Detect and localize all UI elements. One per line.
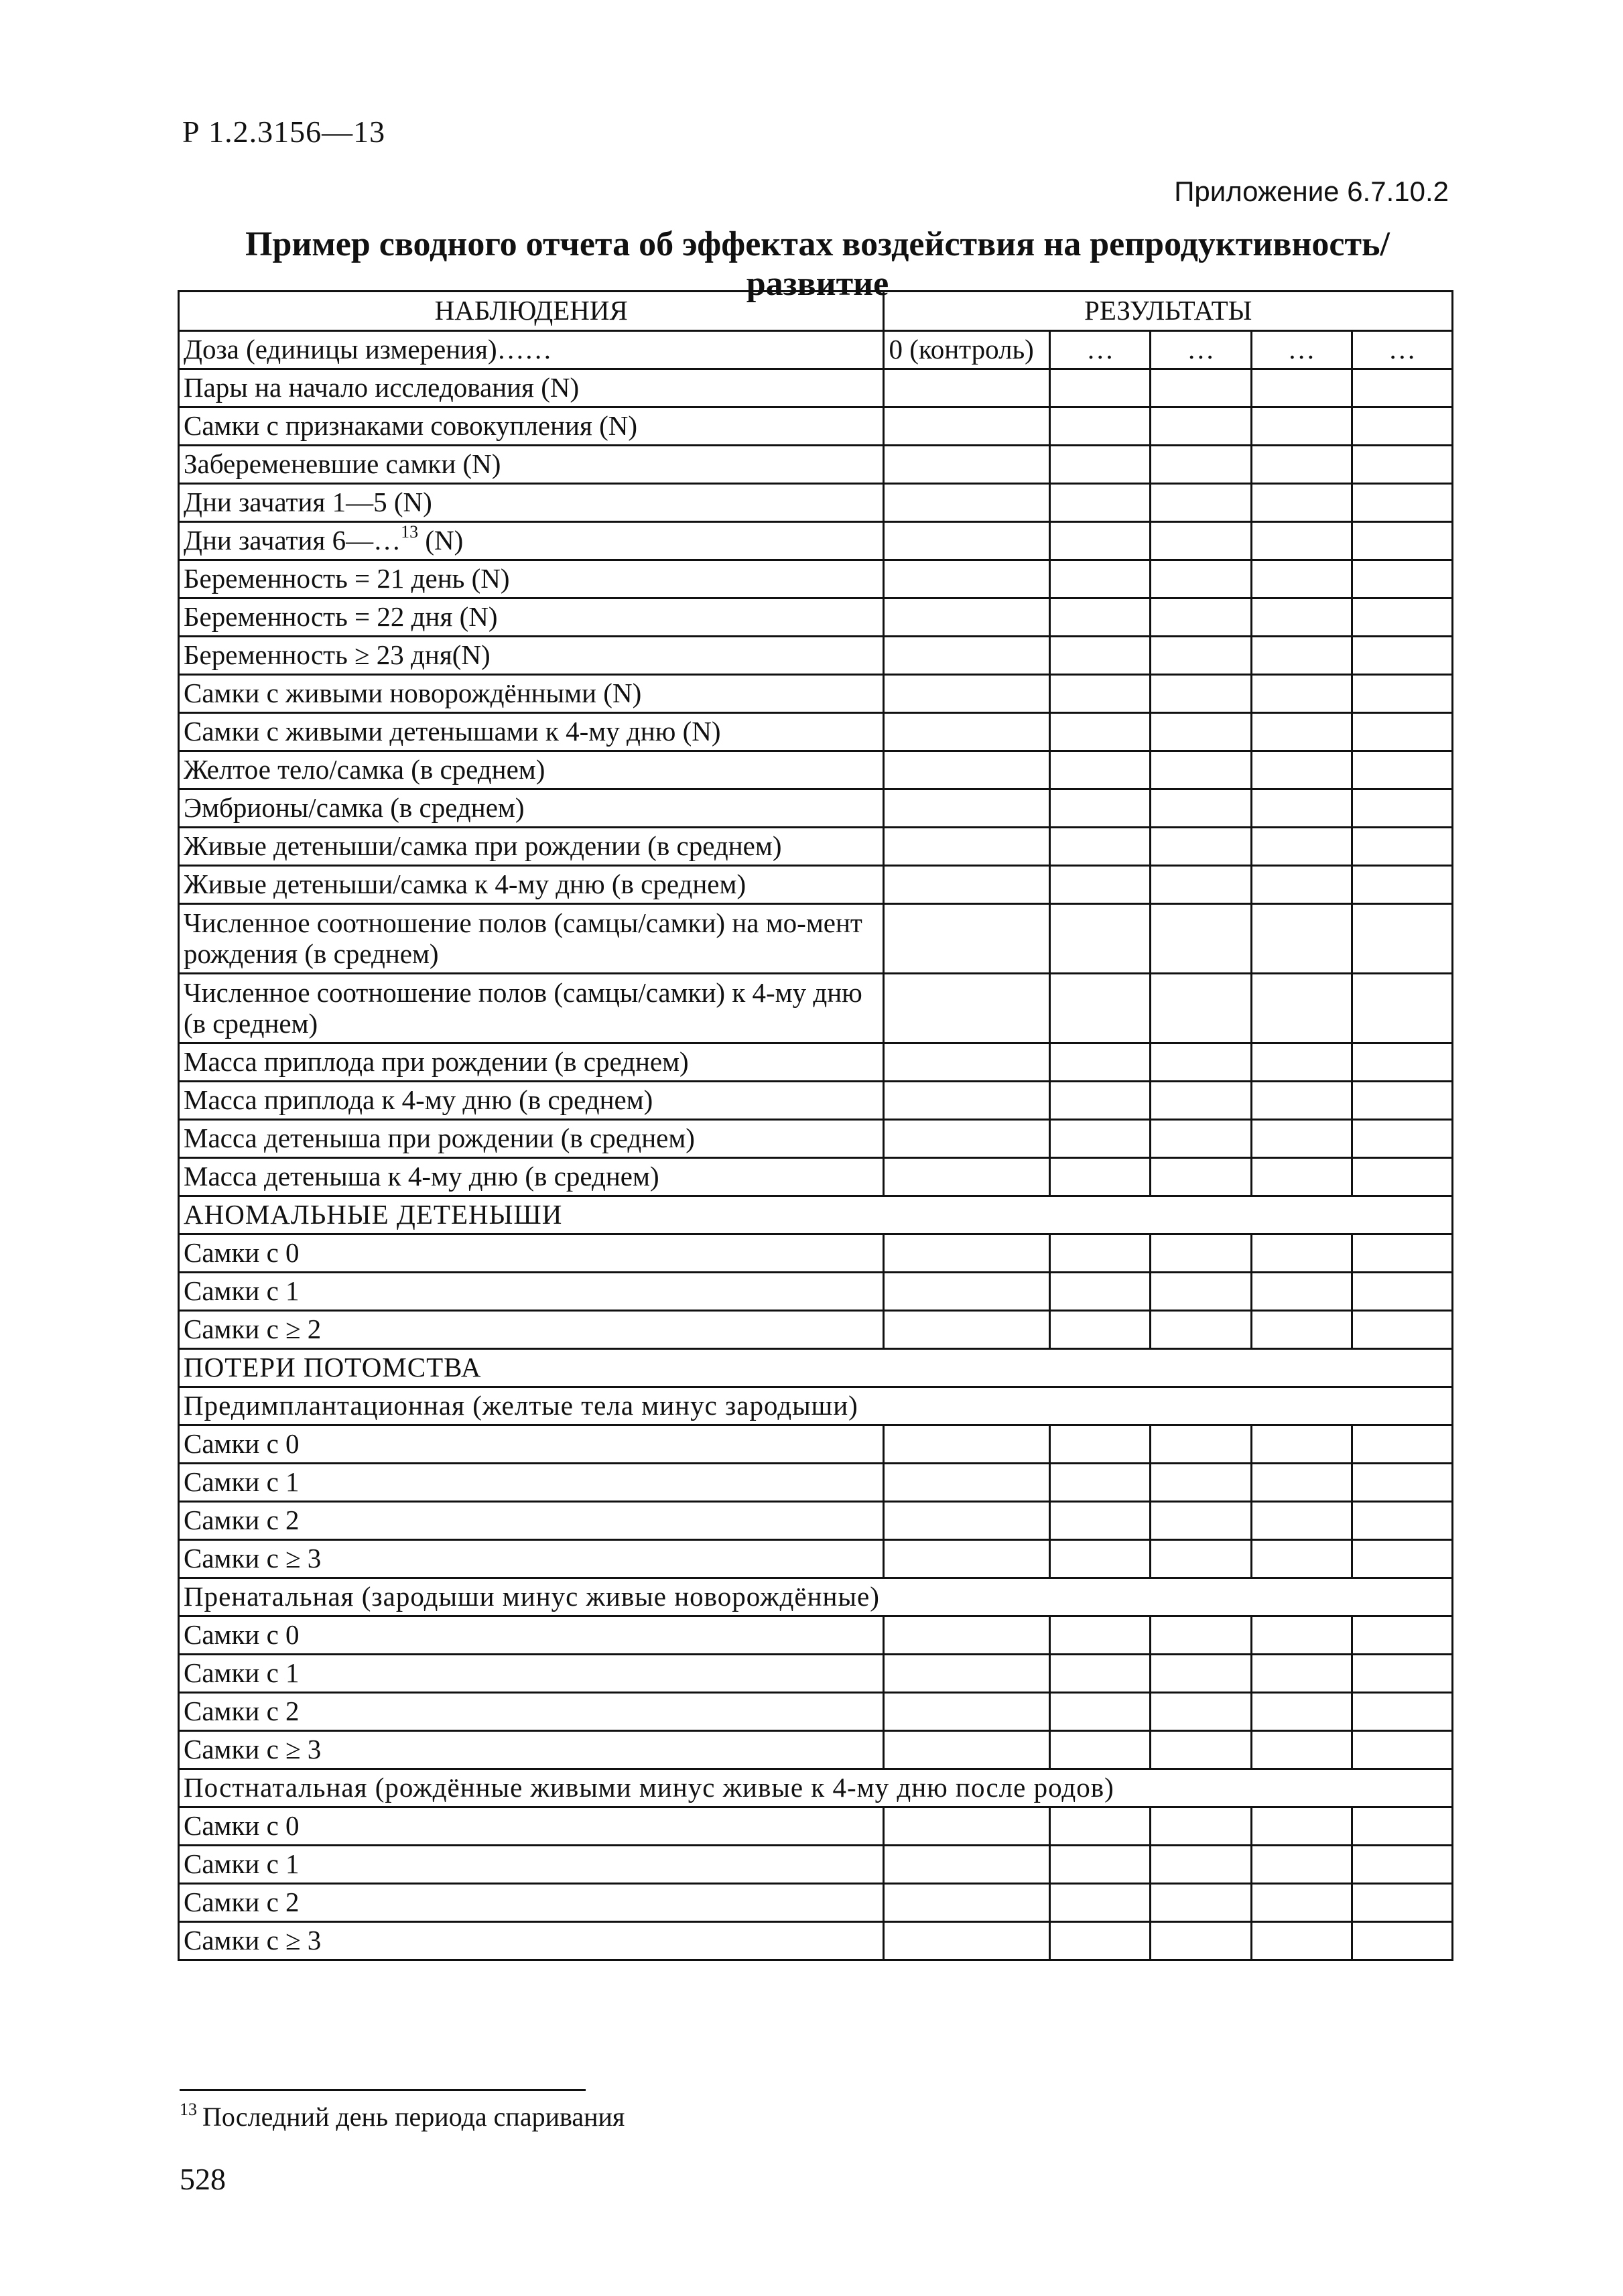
control-result-cell [884,446,1050,484]
dose-result-cell [1251,1234,1352,1273]
observation-label: Самки с ≥ 3 [179,1922,884,1960]
observation-label: Постнатальная (рождённые живыми минус живые к 4-му дню после родов) [179,1769,1453,1807]
control-result-cell [884,1158,1050,1196]
table-row [179,1196,1453,1234]
dose-result-cell [1251,713,1352,751]
control-result-cell [884,522,1050,560]
dose-result-cell [1251,369,1352,407]
dose-result-cell [1352,484,1452,522]
dose-result-cell [1050,1043,1151,1082]
dose-result-cell [1251,1731,1352,1769]
appendix-label: Приложение 6.7.10.2 [1174,176,1449,207]
dose-result-cell [1352,1540,1452,1578]
observation-label: Масса детеныша при рождении (в среднем) [179,1120,884,1158]
dose-result-cell [1050,637,1151,675]
dose-result-cell [1050,1655,1151,1693]
dose-result-cell [1352,751,1452,789]
table-row [179,1578,1453,1616]
observation-label: Самки с признаками совокупления (N) [179,407,884,446]
dose-result-cell [1050,789,1151,828]
control-result-cell [884,1425,1050,1464]
table-row [179,1922,1453,1960]
dose-result-cell [1251,1693,1352,1731]
dose-result-cell [1151,407,1251,446]
table-row [179,1807,1453,1846]
dose-result-cell [1251,598,1352,637]
control-result-cell [884,1540,1050,1578]
dose-result-cell [1151,828,1251,866]
control-result-cell [884,1807,1050,1846]
table-row [179,1234,1453,1273]
dose-result-cell [1050,1082,1151,1120]
dose-result-cell [1151,369,1251,407]
results-header: РЕЗУЛЬТАТЫ [884,292,1453,331]
dose-result-cell [1050,1273,1151,1311]
table-row [179,1540,1453,1578]
dose-group-label: … [1352,331,1452,369]
table-row [179,1349,1453,1387]
dose-result-cell [1352,1616,1452,1655]
dose-result-cell [1050,1311,1151,1349]
control-result-cell [884,1693,1050,1731]
table-row [179,866,1453,904]
observation-label: Пренатальная (зародыши минус живые новорождённые) [179,1578,1453,1616]
observation-label: Самки с живыми новорождёнными (N) [179,675,884,713]
dose-result-cell [1352,866,1452,904]
table-row [179,751,1453,789]
dose-result-cell [1352,1311,1452,1349]
observation-label: ПОТЕРИ ПОТОМСТВА [179,1349,1453,1387]
observation-label: Масса приплода к 4-му дню (в среднем) [179,1082,884,1120]
dose-result-cell [1050,1807,1151,1846]
observation-label: Самки с 1 [179,1273,884,1311]
footnote-text: Последний день периода спаривания [202,2102,625,2132]
observation-label: Беременность ≥ 23 дня(N) [179,637,884,675]
dose-result-cell [1251,1540,1352,1578]
dose-result-cell [1352,1158,1452,1196]
dose-result-cell [1151,1082,1251,1120]
dose-result-cell [1050,1922,1151,1960]
dose-result-cell [1352,1731,1452,1769]
dose-result-cell [1151,1846,1251,1884]
dose-result-cell [1050,1158,1151,1196]
control-result-cell [884,1082,1050,1120]
control-result-cell [884,637,1050,675]
control-result-cell [884,789,1050,828]
observation-label: Самки с 1 [179,1464,884,1502]
table-row [179,407,1453,446]
table-row [179,904,1453,974]
dose-result-cell [1352,1464,1452,1502]
dose-result-cell [1352,1884,1452,1922]
dose-result-cell [1151,1464,1251,1502]
dose-result-cell [1352,675,1452,713]
dose-group-label: … [1151,331,1251,369]
dose-result-cell [1151,1884,1251,1922]
dose-result-cell [1251,904,1352,974]
table-row [179,1387,1453,1425]
observation-label: Самки с 2 [179,1693,884,1731]
dose-result-cell [1352,904,1452,974]
dose-result-cell [1050,1502,1151,1540]
table-row [179,1502,1453,1540]
control-result-cell [884,1731,1050,1769]
table-row [179,1884,1453,1922]
dose-result-cell [1352,1120,1452,1158]
dose-result-cell [1151,1043,1251,1082]
dose-result-cell [1251,446,1352,484]
dose-result-cell [1050,828,1151,866]
dose-result-cell [1050,446,1151,484]
control-result-cell [884,1502,1050,1540]
observation-label: Масса приплода при рождении (в среднем) [179,1043,884,1082]
observation-label: Самки с ≥ 3 [179,1731,884,1769]
dose-result-cell [1352,789,1452,828]
dose-result-cell [1251,974,1352,1043]
dose-result-cell [1251,1502,1352,1540]
dose-result-cell [1050,1731,1151,1769]
control-result-cell [884,1043,1050,1082]
dose-result-cell [1352,1043,1452,1082]
page-title: Пример сводного отчета об эффектах воздействия на репродуктивность/развитие [245,225,1390,303]
dose-result-cell [1050,598,1151,637]
observation-label: Пары на начало исследования (N) [179,369,884,407]
table-row [179,1082,1453,1120]
dose-result-cell [1050,1464,1151,1502]
observation-label: Самки с 2 [179,1502,884,1540]
dose-result-cell [1050,484,1151,522]
dose-result-cell [1251,484,1352,522]
dose-result-cell [1251,1846,1352,1884]
dose-result-cell [1352,1082,1452,1120]
control-result-cell [884,369,1050,407]
table-row [179,1158,1453,1196]
control-result-cell [884,713,1050,751]
dose-result-cell [1151,1311,1251,1349]
observation-label: Живые детеныши/самка при рождении (в среднем) [179,828,884,866]
table-row [179,369,1453,407]
dose-result-cell [1352,598,1452,637]
control-result-cell [884,675,1050,713]
table-row [179,1769,1453,1807]
dose-result-cell [1151,446,1251,484]
dose-result-cell [1251,828,1352,866]
observation-label: Дни зачатия 1—5 (N) [179,484,884,522]
dose-result-cell [1151,904,1251,974]
footnote-reference: 13 [401,522,419,542]
dose-result-cell [1050,1884,1151,1922]
dose-result-cell [1050,1234,1151,1273]
dose-result-cell [1251,1158,1352,1196]
dose-result-cell [1151,1655,1251,1693]
document-code: Р 1.2.3156—13 [182,115,386,149]
footnote [180,2101,625,2132]
dose-result-cell [1251,1464,1352,1502]
dose-result-cell [1050,1540,1151,1578]
dose-result-cell [1050,1120,1151,1158]
table-row [179,974,1453,1043]
dose-result-cell [1050,904,1151,974]
control-result-cell [884,1464,1050,1502]
dose-group-label: … [1050,331,1151,369]
dose-result-cell [1050,751,1151,789]
control-result-cell [884,560,1050,598]
dose-result-cell [1352,1234,1452,1273]
dose-result-cell [1251,1922,1352,1960]
dose-label: Доза (единицы измерения)…… [179,331,884,369]
summary-report-table [178,290,1453,1961]
table-row [179,484,1453,522]
observation-label: Масса детеныша к 4-му дню (в среднем) [179,1158,884,1196]
observations-header: НАБЛЮДЕНИЯ [179,292,884,331]
dose-result-cell [1352,407,1452,446]
dose-result-cell [1151,598,1251,637]
dose-result-cell [1352,1425,1452,1464]
dose-result-cell [1151,1234,1251,1273]
dose-result-cell [1352,1655,1452,1693]
dose-result-cell [1050,974,1151,1043]
dose-result-cell [1352,974,1452,1043]
control-result-cell [884,1120,1050,1158]
dose-result-cell [1352,1807,1452,1846]
dose-result-cell [1151,1540,1251,1578]
control-result-cell [884,974,1050,1043]
dose-result-cell [1251,1273,1352,1311]
table-row [179,637,1453,675]
dose-result-cell [1251,789,1352,828]
dose-result-cell [1151,751,1251,789]
dose-result-cell [1251,1884,1352,1922]
control-result-cell [884,866,1050,904]
control-result-cell [884,1884,1050,1922]
observation-label: Самки с 0 [179,1425,884,1464]
footnote-number: 13 [180,2100,197,2119]
footnote-divider [180,2089,586,2091]
dose-result-cell [1352,522,1452,560]
dose-result-cell [1151,866,1251,904]
dose-result-cell [1251,560,1352,598]
dose-result-cell [1251,1311,1352,1349]
dose-result-cell [1151,522,1251,560]
dose-result-cell [1050,522,1151,560]
dose-group-label: … [1251,331,1352,369]
dose-result-cell [1151,1425,1251,1464]
control-result-cell [884,1616,1050,1655]
table-row [179,828,1453,866]
dose-result-cell [1251,1807,1352,1846]
observation-label: Беременность = 22 дня (N) [179,598,884,637]
dose-result-cell [1151,789,1251,828]
observation-label: Численное соотношение полов (самцы/самки) к 4-му дню (в среднем) [179,974,884,1043]
dose-row [179,331,1453,369]
observation-label: Самки с 0 [179,1616,884,1655]
control-result-cell [884,1234,1050,1273]
observation-label: Самки с ≥ 3 [179,1540,884,1578]
dose-result-cell [1251,637,1352,675]
dose-result-cell [1151,1616,1251,1655]
dose-result-cell [1050,1693,1151,1731]
control-result-cell [884,1273,1050,1311]
table-row [179,1731,1453,1769]
control-result-cell [884,1922,1050,1960]
observation-label: Самки с 1 [179,1846,884,1884]
control-result-cell [884,598,1050,637]
table-row [179,789,1453,828]
observation-label: Забеременевшие самки (N) [179,446,884,484]
table-row [179,560,1453,598]
observation-label [179,522,884,560]
page-number: 528 [180,2162,226,2196]
observation-label: Самки с ≥ 2 [179,1311,884,1349]
dose-result-cell [1151,1922,1251,1960]
dose-result-cell [1151,713,1251,751]
observation-label-text: (N) [418,525,464,556]
dose-result-cell [1251,1043,1352,1082]
table-row [179,1846,1453,1884]
dose-result-cell [1151,484,1251,522]
observation-label: Самки с 0 [179,1807,884,1846]
dose-result-cell [1151,560,1251,598]
dose-result-cell [1151,1502,1251,1540]
dose-result-cell [1352,713,1452,751]
control-result-cell [884,1311,1050,1349]
observation-label-text: Дни зачатия 6—… [184,525,401,556]
dose-result-cell [1251,522,1352,560]
table-row [179,675,1453,713]
dose-result-cell [1050,1846,1151,1884]
dose-result-cell [1251,1655,1352,1693]
dose-result-cell [1151,1693,1251,1731]
observation-label: Живые детеныши/самка к 4-му дню (в среднем) [179,866,884,904]
table-row [179,1425,1453,1464]
observation-label: Самки с живыми детенышами к 4-му дню (N) [179,713,884,751]
table-row [179,598,1453,637]
table-row [179,522,1453,560]
dose-result-cell [1050,866,1151,904]
dose-result-cell [1050,369,1151,407]
dose-result-cell [1352,637,1452,675]
observation-label: Самки с 1 [179,1655,884,1693]
dose-result-cell [1251,675,1352,713]
table-row [179,1616,1453,1655]
observation-label: Желтое тело/самка (в среднем) [179,751,884,789]
dose-result-cell [1050,713,1151,751]
control-result-cell [884,1655,1050,1693]
observation-label: Самки с 0 [179,1234,884,1273]
dose-result-cell [1151,1273,1251,1311]
dose-result-cell [1151,1120,1251,1158]
table-row [179,1693,1453,1731]
dose-result-cell [1251,866,1352,904]
dose-result-cell [1151,675,1251,713]
observation-label: АНОМАЛЬНЫЕ ДЕТЕНЫШИ [179,1196,1453,1234]
dose-result-cell [1352,828,1452,866]
dose-result-cell [1050,1616,1151,1655]
dose-result-cell [1050,407,1151,446]
dose-result-cell [1251,1120,1352,1158]
observation-label: Эмбрионы/самка (в среднем) [179,789,884,828]
control-result-cell [884,1846,1050,1884]
table-row [179,1120,1453,1158]
dose-result-cell [1151,1731,1251,1769]
dose-result-cell [1151,974,1251,1043]
dose-result-cell [1352,1693,1452,1731]
table-row [179,1273,1453,1311]
control-dose-label: 0 (контроль) [884,331,1050,369]
dose-result-cell [1050,1425,1151,1464]
dose-result-cell [1251,1425,1352,1464]
control-result-cell [884,904,1050,974]
dose-result-cell [1251,1082,1352,1120]
dose-result-cell [1151,1158,1251,1196]
table-row [179,1655,1453,1693]
dose-result-cell [1352,446,1452,484]
dose-result-cell [1352,1922,1452,1960]
table-row [179,713,1453,751]
dose-result-cell [1352,369,1452,407]
dose-result-cell [1352,1502,1452,1540]
table-row [179,1043,1453,1082]
dose-result-cell [1050,560,1151,598]
dose-result-cell [1251,407,1352,446]
control-result-cell [884,751,1050,789]
observation-label: Самки с 2 [179,1884,884,1922]
control-result-cell [884,407,1050,446]
dose-result-cell [1352,1273,1452,1311]
observation-label: Беременность = 21 день (N) [179,560,884,598]
dose-result-cell [1251,1616,1352,1655]
table-row [179,1311,1453,1349]
table-row [179,446,1453,484]
control-result-cell [884,828,1050,866]
table-row [179,1464,1453,1502]
observation-label: Предимплантационная (желтые тела минус зародыши) [179,1387,1453,1425]
dose-result-cell [1251,751,1352,789]
dose-result-cell [1151,637,1251,675]
dose-result-cell [1151,1807,1251,1846]
dose-result-cell [1352,1846,1452,1884]
control-result-cell [884,484,1050,522]
dose-result-cell [1352,560,1452,598]
observation-label: Численное соотношение полов (самцы/самки) на мо-мент рождения (в среднем) [179,904,884,974]
dose-result-cell [1050,675,1151,713]
